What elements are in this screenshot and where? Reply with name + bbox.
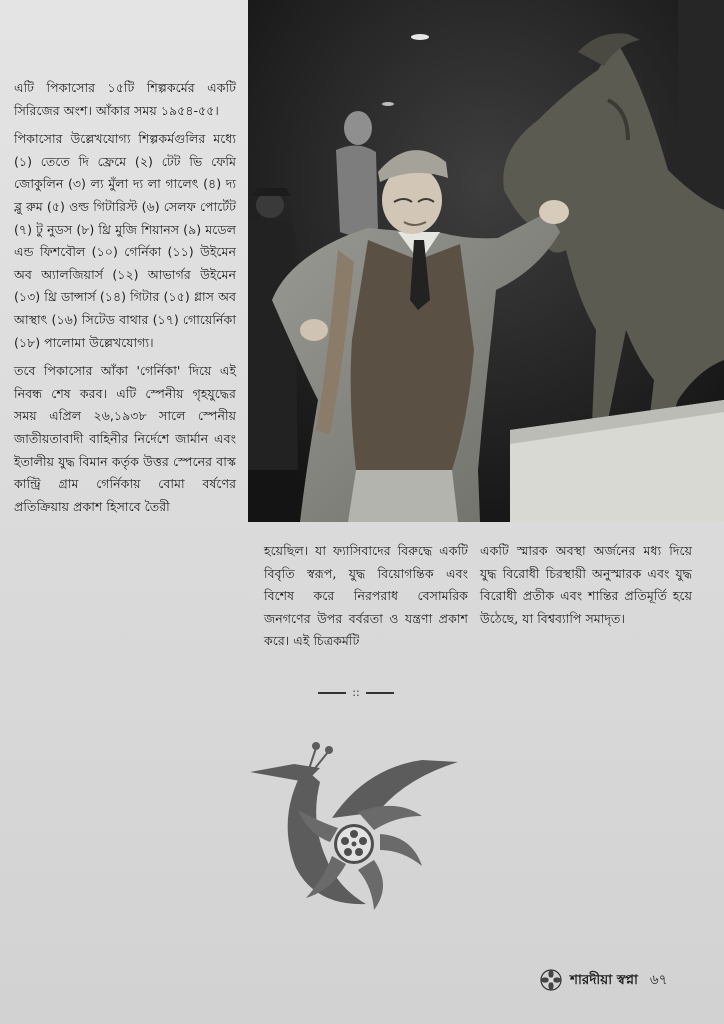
middle-text-column bbox=[264, 540, 468, 659]
right-text-column bbox=[480, 540, 692, 636]
divider-line-right bbox=[366, 692, 394, 694]
page-footer bbox=[540, 968, 667, 992]
flower-emblem-icon bbox=[540, 969, 562, 991]
divider-line-left bbox=[318, 692, 346, 694]
magazine-name: শারদীয়া স্বপ্না bbox=[570, 971, 638, 988]
magazine-logo bbox=[246, 738, 470, 914]
paragraph-guernica-intro: তবে পিকাসোর আঁকা 'গের্নিকা' দিয়ে এই নিবন্ধ শেষ করব। এটি স্পেনীয় গৃহযুদ্ধের সময় এপ্রিল ২৬,১৯৩৮ সালে স্পেনীয় জাতীয়তাবাদী বাহিনীর নির্দেশে জার্মান এবং ইতালীয় যুদ্ধ বিমান কর্তৃক উত্তর স্পেনের বাস্ক কান্ট্রি গ্রাম গের্নিকায় বোমা বর্ষণের প্রতিক্রিয়ায় প্রকাশ হিসাবে তৈরী bbox=[14, 363, 236, 514]
paragraph-notable-works: পিকাসোর উল্লেখযোগ্য শিল্পকর্মগুলির মধ্যে (১) তেতে দি ফ্রেমে (২) টেট ভি ফেমি জোকুলিন (৩) ল্য মুঁলা দ্য লা গালেৎ (৪) দ্য ব্লু রুম (৫) ওল্ড গিটারিস্ট (৬) সেলফ পোর্টেট (৭) টু নুডস (৮) থ্রি মুজি শিয়ানস (৯) মডেল এন্ড ফিশবৌল (১০) গের্নিকা (১১) উইমেন অব অ্যালজিয়ার্স (১২) আভার্গর উইমেন (১৩) থ্রি ডান্সার্স (১৪) গিটার (১৫) গ্লাস অব আস্থাৎ (১৬) সিটেড বাথার (১৭) গোয়ের্নিকা (১৮) পালোমা উল্লেখযোগ্য। bbox=[14, 131, 236, 350]
section-divider bbox=[308, 686, 404, 700]
left-text-column bbox=[14, 77, 236, 524]
paragraph-guernica-legacy: একটি স্মারক অবস্থা অর্জনের মধ্য দিয়ে যুদ্ধ বিরোধী চিরস্থায়ী অনুস্মারক এবং যুদ্ধ বিরোধী প্রতীক এবং শান্তির প্রতিমূর্তি হয়ে উঠেছে, যা বিশ্বব্যাপি সমাদৃত। bbox=[480, 543, 692, 626]
divider-dots: :: bbox=[352, 686, 360, 699]
paragraph-series-info: এটি পিকাসোর ১৫টি শিল্পকর্মের একটি সিরিজের অংশ। আঁকার সময় ১৯৫৪-৫৫। bbox=[14, 80, 236, 118]
page-number: ৬৭ bbox=[649, 971, 668, 988]
picasso-photograph bbox=[248, 0, 724, 522]
paragraph-guernica-continued: হয়েছিল। যা ফ্যাসিবাদের বিরুদ্ধে একটি বিবৃতি স্বরূপ, যুদ্ধ বিয়োগন্তিক এবং বিশেষ করে নিরপরাধ বেসামরিক জনগণের উপর বর্বরতা ও যন্ত্রণা প্রকাশ করে। এই চিত্রকর্মটি bbox=[264, 543, 468, 649]
